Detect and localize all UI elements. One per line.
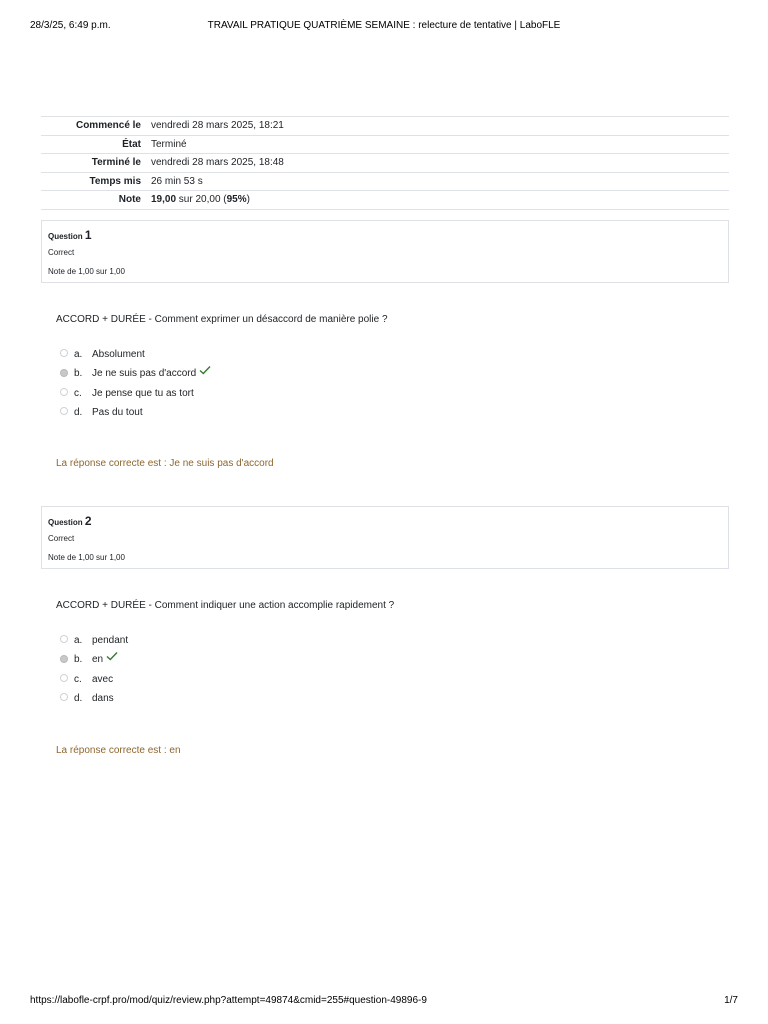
question-2-info (41, 506, 729, 569)
print-url: https://labofle-crpf.pro/mod/quiz/review.php?attempt=49874&cmid=255#question-49896-9 (30, 995, 427, 1006)
answer-text: avec (92, 673, 114, 685)
print-page-number: 1/7 (724, 995, 738, 1006)
radio-button[interactable] (60, 693, 68, 701)
answer-option[interactable] (60, 650, 128, 669)
radio-button[interactable] (60, 407, 68, 415)
summary-row-started (41, 117, 729, 136)
correct-check-icon (106, 649, 118, 668)
question-state: Correct (48, 534, 75, 543)
print-datetime: 28/3/25, 6:49 p.m. (30, 20, 111, 31)
answer-option[interactable] (60, 364, 211, 383)
answer-letter: d. (74, 406, 83, 418)
answer-option[interactable] (60, 384, 211, 403)
print-header (30, 20, 738, 34)
question-number (48, 514, 92, 528)
question-state: Correct (48, 248, 75, 257)
question-number (48, 228, 92, 242)
question-label: Question (48, 518, 83, 527)
grade-out-of: sur 20,00 ( (176, 194, 227, 206)
answer-letter: c. (74, 387, 82, 399)
answer-text: en (92, 654, 104, 666)
answer-option[interactable] (60, 403, 211, 422)
answer-option[interactable] (60, 689, 128, 708)
answer-option[interactable] (60, 631, 128, 650)
answer-letter: b. (74, 368, 83, 380)
print-page-title: TRAVAIL PRATIQUE QUATRIÈME SEMAINE : relecture de tentative | LaboFLE (207, 20, 561, 31)
summary-row-state (41, 135, 729, 154)
print-footer (30, 995, 738, 1009)
answer-text: Absolument (92, 349, 145, 360)
summary-row-completed (41, 154, 729, 173)
summary-grade-value (146, 191, 729, 210)
correct-check-icon (199, 363, 211, 382)
question-1-right-answer: La réponse correcte est : Je ne suis pas d'accord (56, 458, 274, 469)
answer-text: Je pense que tu as tort (92, 387, 194, 399)
answer-text: Pas du tout (92, 406, 143, 418)
radio-button[interactable] (60, 674, 68, 682)
radio-button[interactable] (60, 635, 68, 643)
summary-value: vendredi 28 mars 2025, 18:21 (146, 117, 729, 136)
question-number-value: 2 (84, 514, 92, 528)
grade-percent: 95% (226, 194, 247, 206)
question-2-answers (60, 631, 128, 708)
question-2-right-answer: La réponse correcte est : en (56, 745, 181, 756)
answer-letter: a. (74, 635, 83, 646)
summary-label: Note (41, 191, 146, 210)
attempt-summary-table (41, 116, 729, 210)
answer-letter: c. (74, 673, 82, 685)
question-1-info (41, 220, 729, 283)
summary-label: Temps mis (41, 172, 146, 191)
answer-text: Je ne suis pas d'accord (92, 368, 197, 380)
radio-button-selected[interactable] (60, 369, 68, 377)
summary-label: État (41, 135, 146, 154)
radio-button[interactable] (60, 388, 68, 396)
question-2-text: ACCORD + DURÉE - Comment indiquer une action accomplie rapidement ? (56, 600, 395, 611)
radio-button-selected[interactable] (60, 655, 68, 663)
answer-text: pendant (92, 635, 129, 646)
radio-button[interactable] (60, 349, 68, 357)
answer-letter: b. (74, 654, 83, 666)
summary-label: Terminé le (41, 154, 146, 173)
question-label: Question (48, 232, 83, 241)
answer-text: dans (92, 692, 114, 704)
question-grade: Note de 1,00 sur 1,00 (48, 553, 125, 562)
question-1-text: ACCORD + DURÉE - Comment exprimer un désaccord de manière polie ? (56, 314, 388, 325)
question-grade: Note de 1,00 sur 1,00 (48, 267, 125, 276)
answer-letter: d. (74, 692, 83, 704)
summary-value: 26 min 53 s (146, 172, 729, 191)
summary-value: vendredi 28 mars 2025, 18:48 (146, 154, 729, 173)
question-number-value: 1 (84, 228, 92, 242)
summary-value: Terminé (146, 135, 729, 154)
summary-row-time-taken (41, 172, 729, 191)
answer-option[interactable] (60, 670, 128, 689)
answer-letter: a. (74, 349, 83, 360)
summary-label: Commencé le (41, 117, 146, 136)
grade-score: 19,00 (151, 194, 177, 206)
summary-row-grade (41, 191, 729, 210)
answer-option[interactable] (60, 345, 211, 364)
question-1-answers (60, 345, 211, 422)
grade-close-paren: ) (246, 194, 250, 206)
